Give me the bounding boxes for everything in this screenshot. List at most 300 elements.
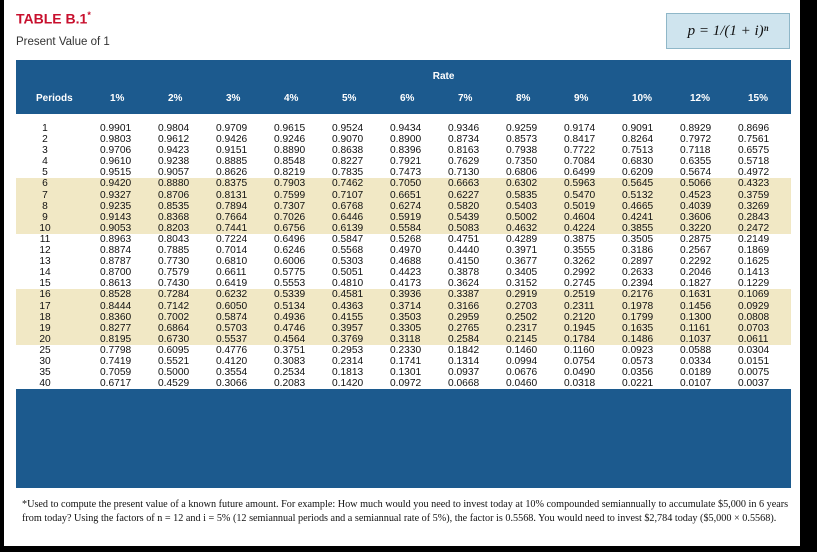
value-cell: 0.9057 bbox=[154, 167, 212, 178]
value-cell: 0.2953 bbox=[328, 345, 386, 356]
value-cell: 0.8203 bbox=[154, 223, 212, 234]
rate-header: 1% bbox=[110, 92, 125, 104]
value-cell: 0.8885 bbox=[212, 156, 270, 167]
value-cell: 0.3624 bbox=[444, 278, 502, 289]
value-cell: 0.2311 bbox=[560, 301, 618, 312]
value-cell: 0.1869 bbox=[734, 245, 791, 256]
table-row bbox=[16, 367, 791, 378]
value-cell: 0.7972 bbox=[676, 134, 734, 145]
value-cell: 0.6611 bbox=[212, 267, 270, 278]
value-cell: 0.6810 bbox=[212, 256, 270, 267]
value-cell: 0.9803 bbox=[96, 134, 154, 145]
value-cell: 0.8219 bbox=[270, 167, 328, 178]
value-cell: 0.4632 bbox=[502, 223, 560, 234]
value-cell: 0.2145 bbox=[502, 334, 560, 345]
table-title bbox=[16, 10, 91, 27]
value-cell: 0.8375 bbox=[212, 178, 270, 189]
table-row bbox=[16, 234, 791, 245]
value-cell: 0.9235 bbox=[96, 201, 154, 212]
value-cell: 0.6050 bbox=[212, 301, 270, 312]
table-grid bbox=[16, 60, 791, 389]
formula-box bbox=[666, 13, 790, 49]
value-cell: 0.2584 bbox=[444, 334, 502, 345]
value-cell: 0.6232 bbox=[212, 289, 270, 300]
table-row bbox=[16, 256, 791, 267]
value-cell: 0.0107 bbox=[676, 378, 734, 389]
value-cell: 0.4776 bbox=[212, 345, 270, 356]
value-cell: 0.4810 bbox=[328, 278, 386, 289]
value-cell: 0.4150 bbox=[444, 256, 502, 267]
value-cell: 0.7599 bbox=[270, 190, 328, 201]
value-cell: 0.9151 bbox=[212, 145, 270, 156]
table-title-text: TABLE B.1 bbox=[16, 10, 88, 27]
value-cell: 0.2843 bbox=[734, 212, 791, 223]
value-cell: 0.1741 bbox=[386, 356, 444, 367]
value-cell: 0.5703 bbox=[212, 323, 270, 334]
value-cell: 0.8929 bbox=[676, 114, 734, 134]
value-cell: 0.0588 bbox=[676, 345, 734, 356]
value-cell: 0.9709 bbox=[212, 114, 270, 134]
value-cell: 0.2633 bbox=[618, 267, 676, 278]
value-cell: 0.6006 bbox=[270, 256, 328, 267]
value-cell: 0.0573 bbox=[618, 356, 676, 367]
value-cell: 0.6830 bbox=[618, 156, 676, 167]
value-cell: 0.1069 bbox=[734, 289, 791, 300]
value-cell: 0.8548 bbox=[270, 156, 328, 167]
value-cell: 0.9070 bbox=[328, 134, 386, 145]
value-cell: 0.3714 bbox=[386, 301, 444, 312]
value-cell: 0.0037 bbox=[734, 378, 791, 389]
value-cell: 0.7798 bbox=[96, 345, 154, 356]
period-cell: 19 bbox=[16, 323, 96, 334]
rate-header: 8% bbox=[516, 92, 531, 104]
table-row bbox=[16, 134, 791, 145]
value-cell: 0.0075 bbox=[734, 367, 791, 378]
value-cell: 0.6419 bbox=[212, 278, 270, 289]
value-cell: 0.5339 bbox=[270, 289, 328, 300]
table-row bbox=[16, 156, 791, 167]
value-cell: 0.8706 bbox=[154, 190, 212, 201]
value-cell: 0.4746 bbox=[270, 323, 328, 334]
value-cell: 0.7026 bbox=[270, 212, 328, 223]
value-cell: 0.0929 bbox=[734, 301, 791, 312]
value-cell: 0.6496 bbox=[270, 234, 328, 245]
table-row bbox=[16, 212, 791, 223]
value-cell: 0.8638 bbox=[328, 145, 386, 156]
value-cell: 0.4972 bbox=[734, 167, 791, 178]
value-cell: 0.5718 bbox=[734, 156, 791, 167]
value-cell: 0.5521 bbox=[154, 356, 212, 367]
value-cell: 0.6663 bbox=[444, 178, 502, 189]
value-cell: 0.7419 bbox=[96, 356, 154, 367]
period-cell: 35 bbox=[16, 367, 96, 378]
value-cell: 0.6756 bbox=[270, 223, 328, 234]
value-cell: 0.9610 bbox=[96, 156, 154, 167]
value-cell: 0.7894 bbox=[212, 201, 270, 212]
value-cell: 0.5820 bbox=[444, 201, 502, 212]
table-row bbox=[16, 114, 791, 134]
value-cell: 0.3269 bbox=[734, 201, 791, 212]
value-cell: 0.7513 bbox=[618, 145, 676, 156]
value-cell: 0.8696 bbox=[734, 114, 791, 134]
value-cell: 0.2745 bbox=[560, 278, 618, 289]
value-cell: 0.8360 bbox=[96, 312, 154, 323]
period-cell: 30 bbox=[16, 356, 96, 367]
value-cell: 0.7084 bbox=[560, 156, 618, 167]
value-cell: 0.3751 bbox=[270, 345, 328, 356]
value-cell: 0.7579 bbox=[154, 267, 212, 278]
rate-header: 5% bbox=[342, 92, 357, 104]
value-cell: 0.0304 bbox=[734, 345, 791, 356]
value-cell: 0.6730 bbox=[154, 334, 212, 345]
value-cell: 0.6246 bbox=[270, 245, 328, 256]
value-cell: 0.7730 bbox=[154, 256, 212, 267]
value-cell: 0.0676 bbox=[502, 367, 560, 378]
value-cell: 0.0151 bbox=[734, 356, 791, 367]
value-cell: 0.0460 bbox=[502, 378, 560, 389]
value-cell: 0.6806 bbox=[502, 167, 560, 178]
value-cell: 0.3186 bbox=[618, 245, 676, 256]
value-cell: 0.1456 bbox=[676, 301, 734, 312]
value-cell: 0.2919 bbox=[502, 289, 560, 300]
value-cell: 0.9143 bbox=[96, 212, 154, 223]
period-cell: 2 bbox=[16, 134, 96, 145]
value-cell: 0.3505 bbox=[618, 234, 676, 245]
value-cell: 0.3855 bbox=[618, 223, 676, 234]
value-cell: 0.5568 bbox=[328, 245, 386, 256]
value-cell: 0.1229 bbox=[734, 278, 791, 289]
value-cell: 0.7722 bbox=[560, 145, 618, 156]
value-cell: 0.2292 bbox=[676, 256, 734, 267]
value-cell: 0.9246 bbox=[270, 134, 328, 145]
value-cell: 0.6095 bbox=[154, 345, 212, 356]
value-cell: 0.5000 bbox=[154, 367, 212, 378]
table-row bbox=[16, 323, 791, 334]
value-cell: 0.3387 bbox=[444, 289, 502, 300]
footnote-text: *Used to compute the present value of a known future amount. For example: How much would you need to invest today at 10% compounded semiannually to accumulate $5,000 in 6 years from today? Using the factors of n = 12 and i = 5% (12 semiannual periods and a semiannual rate of 5%), the factor is 0.5568. You would need to invest $2,784 today ($5,000 × 0.5568). bbox=[22, 499, 789, 524]
value-cell: 0.0189 bbox=[676, 367, 734, 378]
value-cell: 0.1413 bbox=[734, 267, 791, 278]
rate-group-label: Rate bbox=[432, 71, 455, 82]
table-row bbox=[16, 378, 791, 389]
rate-header: 4% bbox=[284, 92, 299, 104]
value-cell: 0.1842 bbox=[444, 345, 502, 356]
value-cell: 0.6139 bbox=[328, 223, 386, 234]
table-row bbox=[16, 223, 791, 234]
rate-header: 15% bbox=[748, 92, 769, 104]
value-cell: 0.5775 bbox=[270, 267, 328, 278]
value-cell: 0.3083 bbox=[270, 356, 328, 367]
value-cell: 0.3118 bbox=[386, 334, 444, 345]
value-cell: 0.5066 bbox=[676, 178, 734, 189]
value-cell: 0.0356 bbox=[618, 367, 676, 378]
value-cell: 0.9423 bbox=[154, 145, 212, 156]
value-cell: 0.8163 bbox=[444, 145, 502, 156]
value-cell: 0.0334 bbox=[676, 356, 734, 367]
periods-header: Periods bbox=[36, 92, 73, 104]
value-cell: 0.4039 bbox=[676, 201, 734, 212]
footnote-marker: * bbox=[87, 10, 91, 20]
period-cell: 9 bbox=[16, 212, 96, 223]
value-cell: 0.7561 bbox=[734, 134, 791, 145]
value-cell: 0.6499 bbox=[560, 167, 618, 178]
value-cell: 0.4241 bbox=[618, 212, 676, 223]
period-cell: 11 bbox=[16, 234, 96, 245]
value-cell: 0.3971 bbox=[502, 245, 560, 256]
value-cell: 0.7130 bbox=[444, 167, 502, 178]
table-row bbox=[16, 278, 791, 289]
value-cell: 0.6302 bbox=[502, 178, 560, 189]
value-cell: 0.9524 bbox=[328, 114, 386, 134]
value-cell: 0.5674 bbox=[676, 167, 734, 178]
value-cell: 0.0611 bbox=[734, 334, 791, 345]
value-cell: 0.9238 bbox=[154, 156, 212, 167]
value-cell: 0.2472 bbox=[734, 223, 791, 234]
table-row bbox=[16, 167, 791, 178]
column-header-row bbox=[16, 82, 791, 114]
value-cell: 0.4523 bbox=[676, 190, 734, 201]
value-cell: 0.7050 bbox=[386, 178, 444, 189]
value-cell: 0.8890 bbox=[270, 145, 328, 156]
value-cell: 0.3936 bbox=[386, 289, 444, 300]
rate-header: 2% bbox=[168, 92, 183, 104]
value-cell: 0.5847 bbox=[328, 234, 386, 245]
value-cell: 0.9706 bbox=[96, 145, 154, 156]
value-cell: 0.7430 bbox=[154, 278, 212, 289]
value-cell: 0.3555 bbox=[560, 245, 618, 256]
value-cell: 0.2875 bbox=[676, 234, 734, 245]
value-cell: 0.5439 bbox=[444, 212, 502, 223]
value-cell: 0.2567 bbox=[676, 245, 734, 256]
value-cell: 0.2992 bbox=[560, 267, 618, 278]
value-cell: 0.0318 bbox=[560, 378, 618, 389]
value-cell: 0.8368 bbox=[154, 212, 212, 223]
value-cell: 0.4665 bbox=[618, 201, 676, 212]
value-cell: 0.0703 bbox=[734, 323, 791, 334]
value-cell: 0.2502 bbox=[502, 312, 560, 323]
value-cell: 0.9091 bbox=[618, 114, 676, 134]
formula-text: p = 1/(1 + i)ⁿ bbox=[687, 22, 769, 39]
value-cell: 0.3262 bbox=[560, 256, 618, 267]
table-row bbox=[16, 201, 791, 212]
value-cell: 0.3606 bbox=[676, 212, 734, 223]
period-cell: 40 bbox=[16, 378, 96, 389]
value-cell: 0.0937 bbox=[444, 367, 502, 378]
value-cell: 0.1037 bbox=[676, 334, 734, 345]
value-cell: 0.2765 bbox=[444, 323, 502, 334]
value-cell: 0.0972 bbox=[386, 378, 444, 389]
value-cell: 0.7462 bbox=[328, 178, 386, 189]
value-cell: 0.0221 bbox=[618, 378, 676, 389]
value-cell: 0.8417 bbox=[560, 134, 618, 145]
value-cell: 0.8880 bbox=[154, 178, 212, 189]
value-cell: 0.6864 bbox=[154, 323, 212, 334]
document-page bbox=[4, 0, 800, 546]
value-cell: 0.8573 bbox=[502, 134, 560, 145]
value-cell: 0.9804 bbox=[154, 114, 212, 134]
value-cell: 0.3554 bbox=[212, 367, 270, 378]
value-cell: 0.9174 bbox=[560, 114, 618, 134]
value-cell: 0.1160 bbox=[560, 345, 618, 356]
value-cell: 0.4323 bbox=[734, 178, 791, 189]
value-cell: 0.1978 bbox=[618, 301, 676, 312]
value-cell: 0.3305 bbox=[386, 323, 444, 334]
value-cell: 0.5470 bbox=[560, 190, 618, 201]
value-cell: 0.8131 bbox=[212, 190, 270, 201]
value-cell: 0.7224 bbox=[212, 234, 270, 245]
value-cell: 0.3066 bbox=[212, 378, 270, 389]
value-cell: 0.2317 bbox=[502, 323, 560, 334]
value-cell: 0.4224 bbox=[560, 223, 618, 234]
value-cell: 0.1635 bbox=[618, 323, 676, 334]
value-cell: 0.2519 bbox=[560, 289, 618, 300]
value-cell: 0.4155 bbox=[328, 312, 386, 323]
table-row bbox=[16, 345, 791, 356]
value-cell: 0.2149 bbox=[734, 234, 791, 245]
value-cell: 0.9346 bbox=[444, 114, 502, 134]
value-cell: 0.9434 bbox=[386, 114, 444, 134]
value-cell: 0.3152 bbox=[502, 278, 560, 289]
value-cell: 0.5874 bbox=[212, 312, 270, 323]
value-cell: 0.4289 bbox=[502, 234, 560, 245]
value-cell: 0.7059 bbox=[96, 367, 154, 378]
value-cell: 0.4440 bbox=[444, 245, 502, 256]
value-cell: 0.6274 bbox=[386, 201, 444, 212]
table-row bbox=[16, 356, 791, 367]
value-cell: 0.8734 bbox=[444, 134, 502, 145]
value-cell: 0.2046 bbox=[676, 267, 734, 278]
value-cell: 0.2534 bbox=[270, 367, 328, 378]
value-cell: 0.6717 bbox=[96, 378, 154, 389]
period-cell: 4 bbox=[16, 156, 96, 167]
rate-group-header-row bbox=[16, 60, 791, 82]
value-cell: 0.3957 bbox=[328, 323, 386, 334]
period-cell: 13 bbox=[16, 256, 96, 267]
value-cell: 0.2959 bbox=[444, 312, 502, 323]
period-cell: 14 bbox=[16, 267, 96, 278]
value-cell: 0.1314 bbox=[444, 356, 502, 367]
table-row bbox=[16, 245, 791, 256]
value-cell: 0.1631 bbox=[676, 289, 734, 300]
value-cell: 0.5002 bbox=[502, 212, 560, 223]
rate-header: 9% bbox=[574, 92, 589, 104]
empty-header-cell bbox=[16, 60, 96, 82]
rate-header: 6% bbox=[400, 92, 415, 104]
value-cell: 0.1625 bbox=[734, 256, 791, 267]
value-cell: 0.8963 bbox=[96, 234, 154, 245]
value-cell: 0.3769 bbox=[328, 334, 386, 345]
value-cell: 0.8277 bbox=[96, 323, 154, 334]
period-cell: 10 bbox=[16, 223, 96, 234]
value-cell: 0.6651 bbox=[386, 190, 444, 201]
value-cell: 0.1161 bbox=[676, 323, 734, 334]
value-cell: 0.3677 bbox=[502, 256, 560, 267]
value-cell: 0.5919 bbox=[386, 212, 444, 223]
value-cell: 0.4604 bbox=[560, 212, 618, 223]
value-cell: 0.5051 bbox=[328, 267, 386, 278]
value-cell: 0.5083 bbox=[444, 223, 502, 234]
value-cell: 0.5553 bbox=[270, 278, 328, 289]
value-cell: 0.1813 bbox=[328, 367, 386, 378]
value-cell: 0.1784 bbox=[560, 334, 618, 345]
value-cell: 0.7107 bbox=[328, 190, 386, 201]
value-cell: 0.3220 bbox=[676, 223, 734, 234]
value-cell: 0.9053 bbox=[96, 223, 154, 234]
value-cell: 0.8874 bbox=[96, 245, 154, 256]
value-cell: 0.9612 bbox=[154, 134, 212, 145]
value-cell: 0.5134 bbox=[270, 301, 328, 312]
value-cell: 0.4120 bbox=[212, 356, 270, 367]
table-row bbox=[16, 289, 791, 300]
value-cell: 0.2330 bbox=[386, 345, 444, 356]
period-cell: 1 bbox=[16, 114, 96, 134]
value-cell: 0.3759 bbox=[734, 190, 791, 201]
value-cell: 0.3166 bbox=[444, 301, 502, 312]
value-cell: 0.9327 bbox=[96, 190, 154, 201]
value-cell: 0.1799 bbox=[618, 312, 676, 323]
value-cell: 0.1486 bbox=[618, 334, 676, 345]
value-cell: 0.5303 bbox=[328, 256, 386, 267]
value-cell: 0.7921 bbox=[386, 156, 444, 167]
value-cell: 0.1827 bbox=[676, 278, 734, 289]
value-cell: 0.7938 bbox=[502, 145, 560, 156]
value-cell: 0.7002 bbox=[154, 312, 212, 323]
value-cell: 0.7441 bbox=[212, 223, 270, 234]
period-cell: 15 bbox=[16, 278, 96, 289]
value-cell: 0.6227 bbox=[444, 190, 502, 201]
period-cell: 8 bbox=[16, 201, 96, 212]
value-cell: 0.4423 bbox=[386, 267, 444, 278]
value-cell: 0.9515 bbox=[96, 167, 154, 178]
value-cell: 0.7118 bbox=[676, 145, 734, 156]
value-cell: 0.9901 bbox=[96, 114, 154, 134]
value-cell: 0.4688 bbox=[386, 256, 444, 267]
value-cell: 0.9420 bbox=[96, 178, 154, 189]
value-cell: 0.2394 bbox=[618, 278, 676, 289]
value-cell: 0.4173 bbox=[386, 278, 444, 289]
period-cell: 16 bbox=[16, 289, 96, 300]
period-cell: 3 bbox=[16, 145, 96, 156]
value-cell: 0.9426 bbox=[212, 134, 270, 145]
value-cell: 0.8396 bbox=[386, 145, 444, 156]
present-value-table bbox=[16, 60, 791, 488]
value-cell: 0.5645 bbox=[618, 178, 676, 189]
table-row bbox=[16, 334, 791, 345]
period-cell: 6 bbox=[16, 178, 96, 189]
period-cell: 25 bbox=[16, 345, 96, 356]
value-cell: 0.8528 bbox=[96, 289, 154, 300]
value-cell: 0.1460 bbox=[502, 345, 560, 356]
period-cell: 7 bbox=[16, 190, 96, 201]
value-cell: 0.4581 bbox=[328, 289, 386, 300]
value-cell: 0.8444 bbox=[96, 301, 154, 312]
value-cell: 0.5268 bbox=[386, 234, 444, 245]
value-cell: 0.0668 bbox=[444, 378, 502, 389]
table-row bbox=[16, 312, 791, 323]
value-cell: 0.0754 bbox=[560, 356, 618, 367]
value-cell: 0.7142 bbox=[154, 301, 212, 312]
value-cell: 0.3878 bbox=[444, 267, 502, 278]
value-cell: 0.4970 bbox=[386, 245, 444, 256]
value-cell: 0.0994 bbox=[502, 356, 560, 367]
value-cell: 0.1301 bbox=[386, 367, 444, 378]
rate-header: 10% bbox=[632, 92, 653, 104]
value-cell: 0.7014 bbox=[212, 245, 270, 256]
rate-header: 12% bbox=[690, 92, 711, 104]
value-cell: 0.8535 bbox=[154, 201, 212, 212]
value-cell: 0.4936 bbox=[270, 312, 328, 323]
value-cell: 0.7664 bbox=[212, 212, 270, 223]
